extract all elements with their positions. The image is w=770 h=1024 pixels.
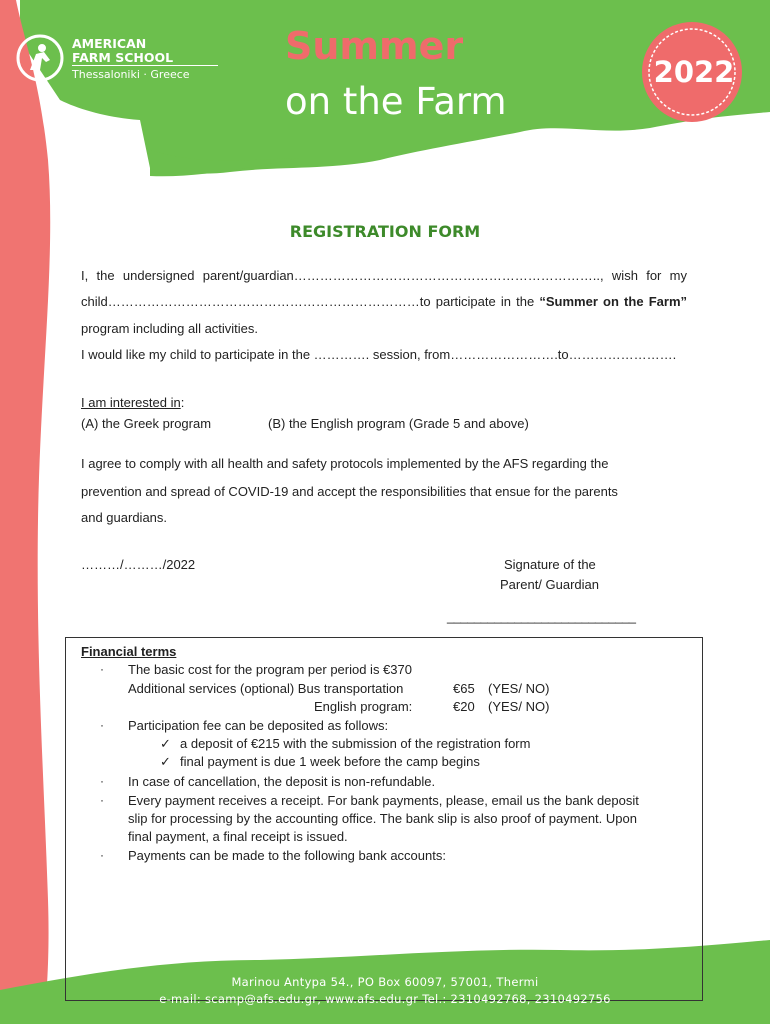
financial-terms-heading: Financial terms <box>81 644 177 659</box>
checkmark-icon: ✓ <box>160 736 171 751</box>
form-line-child-text: child………………………………………………………………to participate in the <box>81 294 540 309</box>
bus-price: €65 <box>453 681 475 696</box>
receipt-line-1: Every payment receives a receipt. For bank payments, please, email us the bank deposit <box>128 793 639 808</box>
coral-left-band <box>0 0 50 1024</box>
agreement-line-2: prevention and spread of COVID-19 and accept the responsibilities that ensue for the parents <box>81 484 618 499</box>
english-choice: (YES/ NO) <box>488 699 550 714</box>
form-line-child <box>81 289 687 315</box>
receipt-line-3: final payment, a final receipt is issued. <box>128 829 348 844</box>
english-price: €20 <box>453 699 475 714</box>
agreement-line-1: I agree to comply with all health and safety protocols implemented by the AFS regarding the <box>81 456 609 471</box>
program-name: “Summer on the Farm” <box>539 294 687 309</box>
bullet-icon: · <box>100 718 104 732</box>
logo-divider <box>72 65 218 66</box>
deposit-intro: Participation fee can be deposited as follows: <box>128 718 389 733</box>
header-title-summer: Summer <box>285 24 464 68</box>
deposit-option-b: final payment is due 1 week before the camp begins <box>180 754 480 769</box>
cancellation-policy: In case of cancellation, the deposit is non-refundable. <box>128 774 436 789</box>
option-greek-program: (A) the Greek program <box>81 416 212 431</box>
logo-line-2: FARM SCHOOL <box>72 50 174 65</box>
form-line-session: I would like my child to participate in the …………. session, from…………………….to……………………. <box>81 347 677 362</box>
signature-line: ____________________________ <box>447 609 636 624</box>
interested-colon: : <box>180 395 185 410</box>
form-line-guardian: I, the undersigned parent/guardian…………………………………………………………….., wish for my <box>81 268 687 283</box>
checkmark-icon: ✓ <box>160 754 171 769</box>
footer-contact: e-mail: scamp@afs.edu.gr, www.afs.edu.gr Tel.: 2310492768, 2310492756 <box>159 992 611 1006</box>
bullet-icon: · <box>100 662 104 676</box>
date-field: ………/………/2022 <box>81 557 196 572</box>
bullet-icon: · <box>100 774 104 788</box>
form-line-program: program including all activities. <box>81 321 259 336</box>
deposit-option-a: a deposit of €215 with the submission of the registration form <box>180 736 531 751</box>
logo-line-1: AMERICAN <box>72 36 147 51</box>
signature-label-2: Parent/ Guardian <box>500 577 600 592</box>
english-program-label: English program: <box>314 699 413 714</box>
interested-label <box>81 395 184 410</box>
bullet-icon: · <box>100 848 104 862</box>
header-title-farm: on the Farm <box>285 80 507 123</box>
basic-cost: The basic cost for the program per period is €370 <box>128 662 412 677</box>
form-title: REGISTRATION FORM <box>289 222 481 241</box>
bus-choice: (YES/ NO) <box>488 681 550 696</box>
logo-line-3: Thessaloniki · Greece <box>72 68 190 81</box>
additional-services-label: Additional services (optional) Bus transportation <box>128 681 404 696</box>
bullet-icon: · <box>100 793 104 807</box>
receipt-line-2: slip for processing by the accounting office. The bank slip is also proof of payment. Upon <box>128 811 637 826</box>
footer-address: Marinou Antypa 54., PO Box 60097, 57001, Thermi <box>231 975 539 989</box>
year-badge-text: 2022 <box>653 55 735 89</box>
interested-label-text: I am interested in <box>81 395 181 410</box>
bank-accounts-note: Payments can be made to the following bank accounts: <box>128 848 446 863</box>
option-english-program: (B) the English program (Grade 5 and above) <box>268 416 529 431</box>
agreement-line-3: and guardians. <box>81 510 168 525</box>
signature-label-1: Signature of the <box>504 557 596 572</box>
